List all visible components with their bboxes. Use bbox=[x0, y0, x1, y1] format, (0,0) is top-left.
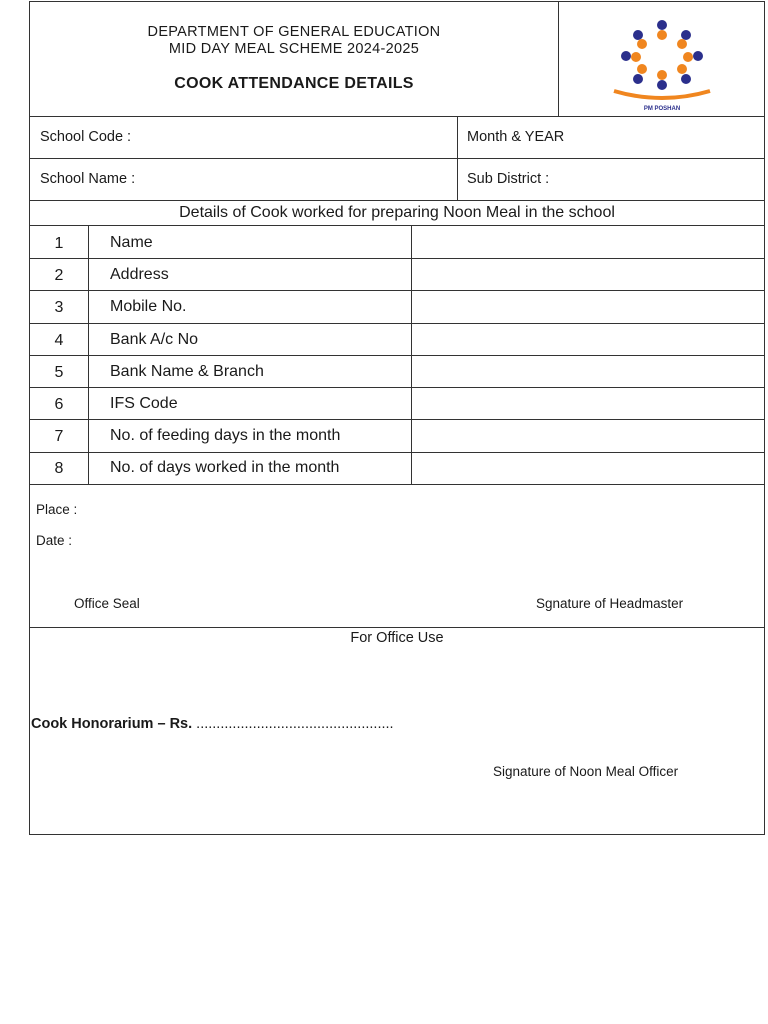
pm-poshan-logo bbox=[606, 11, 718, 111]
form-header bbox=[30, 2, 764, 117]
row-label: No. of days worked in the month bbox=[110, 459, 340, 476]
place-label: Place : bbox=[36, 502, 78, 517]
cook-honorarium-line bbox=[31, 716, 394, 732]
row-label: Bank A/c No bbox=[110, 331, 199, 348]
row-label: Mobile No. bbox=[110, 298, 187, 315]
sub-district-label: Sub District : bbox=[467, 171, 550, 187]
row-number: 1 bbox=[54, 235, 64, 252]
school-code-label: School Code : bbox=[40, 129, 132, 145]
office-seal-label: Office Seal bbox=[74, 596, 140, 611]
row-label: Address bbox=[110, 266, 169, 283]
row-number: 3 bbox=[54, 299, 64, 316]
month-year-label: Month & YEAR bbox=[467, 129, 565, 145]
honorarium-dots: ................................................. bbox=[192, 716, 394, 732]
row-number: 8 bbox=[54, 460, 64, 477]
row-number: 5 bbox=[54, 364, 64, 381]
form-title: COOK ATTENDANCE DETAILS bbox=[174, 75, 414, 92]
children-circle-icon bbox=[614, 20, 710, 98]
school-name-row bbox=[30, 159, 764, 201]
department-title: DEPARTMENT OF GENERAL EDUCATION bbox=[147, 24, 441, 40]
row-number: 6 bbox=[54, 396, 64, 413]
row-label: IFS Code bbox=[110, 395, 178, 412]
honorarium-label: Cook Honorarium – Rs. bbox=[31, 716, 193, 732]
headmaster-signature-label: Sgnature of Headmaster bbox=[536, 596, 684, 611]
details-heading: Details of Cook worked for preparing Noon Meal in the school bbox=[30, 199, 764, 226]
scheme-title: MID DAY MEAL SCHEME 2024-2025 bbox=[168, 41, 420, 57]
school-name-label: School Name : bbox=[40, 171, 136, 187]
for-office-use-heading: For Office Use bbox=[350, 630, 444, 646]
row-label: No. of feeding days in the month bbox=[110, 427, 341, 444]
row-number: 7 bbox=[54, 428, 64, 445]
row-number: 2 bbox=[54, 267, 64, 284]
school-code-row bbox=[30, 117, 764, 159]
officer-signature-label: Signature of Noon Meal Officer bbox=[493, 764, 679, 779]
row-label: Name bbox=[110, 234, 153, 251]
attendance-form bbox=[29, 1, 765, 835]
svg-text:PM POSHAN: PM POSHAN bbox=[643, 106, 681, 111]
date-label: Date : bbox=[36, 533, 73, 548]
row-number: 4 bbox=[54, 332, 64, 349]
row-label: Bank Name & Branch bbox=[110, 363, 264, 380]
header-text-block bbox=[30, 2, 559, 116]
